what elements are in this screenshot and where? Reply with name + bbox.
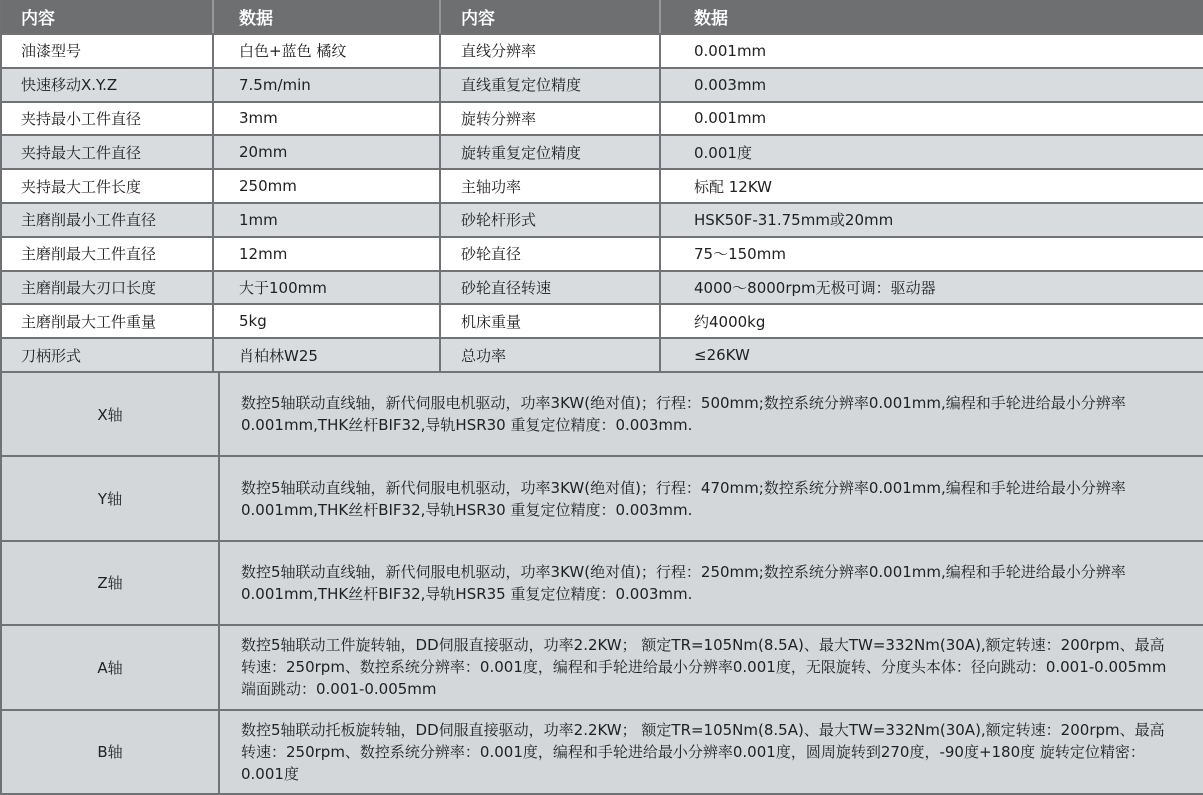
axis-label: X轴: [97, 405, 123, 424]
header-content-right: 内容: [439, 0, 659, 33]
spec-item-cell: 主磨削最大工件重量: [21, 312, 157, 331]
spec-item-cell: 机床重量: [439, 305, 659, 337]
spec-value-cell: 0.001mm: [659, 35, 1203, 67]
spec-row-max-clamp-length: [2, 168, 1203, 202]
axis-row-a: [2, 624, 1203, 708]
spec-value-cell: 大于100mm: [212, 272, 439, 304]
spec-item-cell: 砂轮杆形式: [439, 204, 659, 236]
axis-row-y: [2, 455, 1203, 539]
spec-value-cell: 1mm: [212, 204, 439, 236]
spec-value-cell: ≤26KW: [659, 339, 1203, 371]
spec-row-paint-type: [2, 33, 1203, 67]
spec-item-cell: 夹持最大工件长度: [21, 177, 142, 196]
spec-item-cell: 总功率: [439, 339, 659, 371]
spec-row-max-edge-length: [2, 270, 1203, 304]
spec-item-cell: 刀柄形式: [21, 346, 82, 365]
axis-row-x: [2, 371, 1203, 455]
spec-item-cell: 直线分辨率: [439, 35, 659, 67]
axis-description: 数控5轴联动直线轴，新代伺服电机驱动，功率3KW(绝对值)；行程：250mm;数控系统分辨率0.001mm,编程和手轮进给最小分辨率0.001mm,THK丝杆BIF32,导轨HSR35 重复定位精度：0.003mm.: [241, 562, 1126, 603]
spec-value-cell: 3mm: [212, 103, 439, 135]
spec-item-cell: 主磨削最小工件直径: [21, 211, 157, 230]
spec-value-cell: 75～150mm: [659, 238, 1203, 270]
spec-item-cell: 夹持最小工件直径: [21, 109, 142, 128]
spec-item-cell: 直线重复定位精度: [439, 69, 659, 101]
spec-row-max-clamp-diameter: [2, 134, 1203, 168]
spec-item-cell: 砂轮直径转速: [439, 272, 659, 304]
spec-item-cell: 砂轮直径: [439, 238, 659, 270]
axis-row-b: [2, 709, 1203, 793]
spec-value-cell: 白色+蓝色 橘纹: [212, 35, 439, 67]
spec-value-cell: 0.001度: [659, 136, 1203, 168]
header-data-left: 数据: [212, 0, 439, 33]
spec-value-cell: 约4000kg: [659, 305, 1203, 337]
spec-value-cell: 0.001mm: [659, 103, 1203, 135]
axis-label: Z轴: [97, 574, 123, 593]
axis-description: 数控5轴联动工件旋转轴，DD伺服直接驱动，功率2.2KW； 额定TR=105Nm(8.5A)、最大TW=332Nm(30A),额定转速：200rpm、最高转速：250rpm、数控系统分辨率：0.001度，编程和手轮进给最小分辨率0.001度，无限旋转、分度头本体：径向跳动：0.001-0.005mm 端面跳动：0.001-0.005mm: [241, 636, 1167, 699]
spec-item-cell: 主磨削最大工件直径: [21, 245, 157, 264]
spec-item-cell: 快速移动X.Y.Z: [21, 76, 118, 95]
axis-label: B轴: [97, 743, 123, 762]
spec-row-toolholder-type: [2, 337, 1203, 371]
axis-row-z: [2, 540, 1203, 624]
spec-value-cell: 7.5m/min: [212, 69, 439, 101]
spec-row-min-clamp-diameter: [2, 101, 1203, 135]
axis-label: Y轴: [97, 490, 123, 509]
spec-item-cell: 主磨削最大刃口长度: [21, 278, 157, 297]
spec-value-cell: 肖柏林W25: [212, 339, 439, 371]
spec-row-max-workpiece-weight: [2, 303, 1203, 337]
spec-item-cell: 夹持最大工件直径: [21, 143, 142, 162]
spec-row-rapid-move: [2, 67, 1203, 101]
axis-label: A轴: [97, 658, 123, 677]
spec-value-cell: 0.003mm: [659, 69, 1203, 101]
spec-item-cell: 旋转分辨率: [439, 103, 659, 135]
spec-value-cell: 标配 12KW: [659, 170, 1203, 202]
axis-description: 数控5轴联动直线轴，新代伺服电机驱动，功率3KW(绝对值)；行程：470mm;数控系统分辨率0.001mm,编程和手轮进给最小分辨率0.001mm,THK丝杆BIF32,导轨HSR30 重复定位精度：0.003mm.: [241, 478, 1126, 519]
spec-value-cell: 250mm: [212, 170, 439, 202]
spec-value-cell: HSK50F-31.75mm或20mm: [659, 204, 1203, 236]
spec-table-header-row: [2, 0, 1203, 33]
spec-value-cell: 12mm: [212, 238, 439, 270]
spec-row-max-grind-diameter: [2, 236, 1203, 270]
axis-description: 数控5轴联动直线轴，新代伺服电机驱动，功率3KW(绝对值)；行程：500mm;数控系统分辨率0.001mm,编程和手轮进给最小分辨率0.001mm,THK丝杆BIF32,导轨HSR30 重复定位精度：0.003mm.: [241, 394, 1126, 435]
spec-value-cell: 5kg: [212, 305, 439, 337]
spec-item-cell: 旋转重复定位精度: [439, 136, 659, 168]
spec-value-cell: 20mm: [212, 136, 439, 168]
spec-row-min-grind-diameter: [2, 202, 1203, 236]
axis-description: 数控5轴联动托板旋转轴，DD伺服直接驱动，功率2.2KW； 额定TR=105Nm(8.5A)、最大TW=332Nm(30A),额定转速：200rpm、最高转速：250rpm、数控系统分辨率：0.001度，编程和手轮进给最小分辨率0.001度，圆周旋转到270度，-90度+180度 旋转定位精密：0.001度: [241, 720, 1165, 783]
spec-item-cell: 主轴功率: [439, 170, 659, 202]
spec-value-cell: 4000～8000rpm无极可调：驱动器: [659, 272, 1203, 304]
spec-item-cell: 油漆型号: [21, 42, 82, 61]
header-data-right: 数据: [659, 0, 1203, 33]
header-content-left: 内容: [21, 9, 55, 29]
